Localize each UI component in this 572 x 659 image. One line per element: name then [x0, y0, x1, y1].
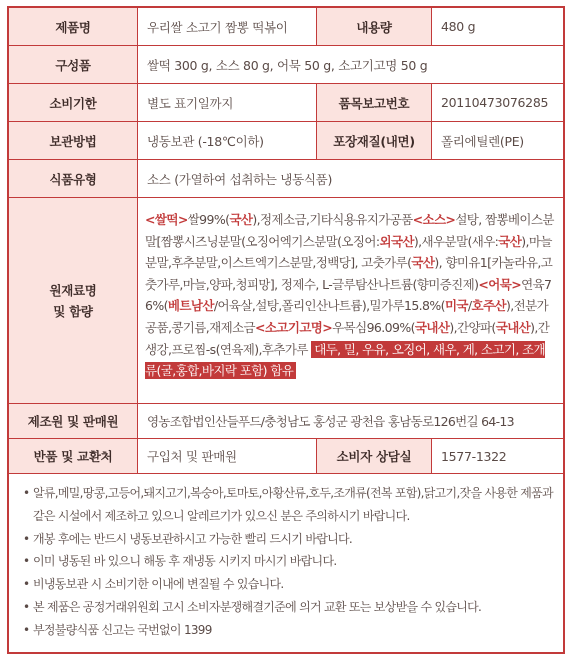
note-item: • 알류,메밀,땅콩,고등어,돼지고기,복숭아,토마토,아황산류,호두,조개류(전복 포함),닭고기,잣을 사용한 제품과 같은 시설에서 제조하고 있으니 알레르기가 있으신 분은 주의하시기 바랍니다.	[23, 482, 557, 528]
raw-text: 우목심96.09%(	[332, 319, 415, 335]
raw-part-sauce-header: <소스>	[412, 212, 456, 227]
product-info-sheet	[7, 6, 565, 654]
raw-text: ),새우분말(새우:	[413, 233, 499, 249]
maker-value: 영농조합법인산들푸드/충청남도 홍성군 광천읍 홍남동로126번길 64-13	[147, 414, 514, 429]
raw-origin: 국산	[498, 233, 522, 249]
notes-list	[9, 474, 563, 642]
raw-origin: 외국산	[379, 233, 414, 249]
raw-text: ),전분가공품,콩기름,재제소금	[145, 298, 549, 335]
components-label: 구성품	[9, 46, 138, 83]
note-item: • 본 제품은 공정거래위원회 고시 소비자분쟁해결기준에 의거 교환 또는 보상받을 수 있습니다.	[23, 596, 557, 619]
row-components	[9, 46, 563, 84]
row-return	[9, 439, 563, 474]
raw-text: /	[467, 298, 472, 314]
raw-part-ricecake-header: <쌀떡>	[145, 212, 188, 227]
raw-origin: 국내산	[414, 319, 450, 335]
packaging-value: 폴리에틸렌(PE)	[441, 133, 524, 149]
row-product-name	[9, 8, 563, 46]
consult-value: 1577-1322	[441, 448, 507, 464]
expiry-label: 소비기한	[9, 84, 138, 121]
volume-value: 480 g	[441, 19, 476, 34]
note-item: • 비냉동보관 시 소비기한 이내에 변질될 수 있습니다.	[23, 573, 557, 596]
raw-label-line2: 및 함량	[53, 303, 93, 319]
storage-label: 보관방법	[9, 122, 138, 159]
raw-origin: 국내산	[495, 319, 531, 335]
raw-text: 설탕, 짬뽕베이스분말[짬뽕시즈닝분말(오징어엑기스분말(오징어:	[145, 212, 554, 249]
raw-label-line1: 원재료명	[49, 282, 97, 298]
expiry-value: 별도 표기일까지	[147, 95, 234, 111]
row-maker	[9, 404, 563, 439]
raw-text: ),간양파(	[449, 319, 496, 335]
raw-text: /어육살,설탕,폴리인산나트륨),밀가루15.8%(	[213, 298, 445, 314]
storage-value: 냉동보관 (-18℃이하)	[147, 133, 264, 149]
raw-origin: 베트남산	[167, 298, 214, 314]
row-food-type	[9, 160, 563, 198]
raw-origin: 국산	[411, 255, 435, 271]
raw-materials-label	[9, 198, 138, 403]
raw-text: 쌀99%(	[187, 212, 230, 227]
raw-materials-value	[138, 198, 563, 403]
food-type-label: 식품유형	[9, 160, 138, 197]
food-type-value: 소스 (가열하여 섭취하는 냉동식품)	[147, 171, 333, 187]
row-raw-materials	[9, 198, 563, 404]
raw-part-beef-header: <소고기고명>	[255, 319, 333, 335]
report-no-value: 20110473076285	[441, 95, 549, 110]
product-name-label: 제품명	[9, 8, 138, 45]
note-item: • 이미 냉동된 바 있으니 해동 후 재냉동 시키지 마시기 바랍니다.	[23, 550, 557, 573]
raw-text: ),간생강,프로찜-s(연육제),후추가루	[145, 319, 550, 357]
volume-label: 내용량	[316, 8, 432, 45]
raw-text: 연육76%(	[145, 276, 552, 314]
return-label: 반품 및 교환처	[9, 439, 138, 473]
allergen-highlight: 대두, 밀, 우유, 오징어, 새우, 게, 소고기, 조개류(굴,홍합,바지락 포함) 함유	[145, 341, 546, 379]
packaging-label: 포장재질(내면)	[316, 122, 432, 159]
maker-label: 제조원 및 판매원	[9, 404, 138, 438]
product-name-value: 우리쌀 소고기 짬뽕 떡볶이	[147, 19, 288, 35]
raw-part-fishcake-header: <어묵>	[478, 276, 522, 292]
return-value: 구입처 및 판매원	[147, 449, 237, 464]
row-expiry	[9, 84, 563, 122]
note-item: • 개봉 후에는 반드시 냉동보관하시고 가능한 빨리 드시기 바랍니다.	[23, 528, 557, 551]
raw-text: ), 향미유1[카놀라유,고춧가루,마늘,양파,청피망], 정제수, L-글루탐산나트륨(향미증진제)	[145, 255, 553, 292]
raw-origin: 호주산	[471, 298, 506, 314]
components-value: 쌀떡 300 g, 소스 80 g, 어묵 50 g, 소고기고명 50 g	[147, 57, 428, 73]
note-item: • 부정불량식품 신고는 국번없이 1399	[23, 619, 557, 642]
report-no-label: 품목보고번호	[316, 84, 432, 121]
consult-label: 소비자 상담실	[316, 439, 432, 473]
raw-text: ),정제소금,기타식용유지가공품	[252, 212, 413, 227]
row-storage	[9, 122, 563, 160]
raw-text: ),마늘분말,후추분말,이스트엑기스분말,정백당], 고춧가루(	[145, 233, 552, 271]
raw-origin: 국산	[229, 212, 253, 227]
raw-origin: 미국	[444, 298, 468, 314]
